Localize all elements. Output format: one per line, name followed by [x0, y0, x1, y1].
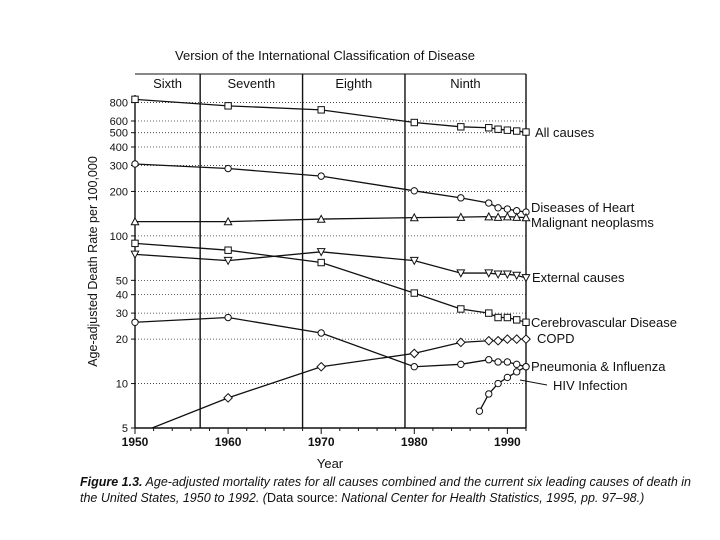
data-point	[494, 337, 502, 345]
series-line	[135, 252, 526, 278]
x-tick-label: 1970	[307, 435, 335, 449]
series-line	[135, 99, 526, 132]
data-point	[495, 126, 501, 132]
data-point	[411, 119, 417, 125]
data-point	[486, 391, 492, 397]
data-point	[495, 205, 501, 211]
y-tick-label: 30	[115, 308, 128, 321]
data-point	[317, 363, 325, 371]
series-label: External causes	[532, 270, 625, 285]
figure-caption	[80, 474, 700, 506]
data-point	[523, 129, 529, 135]
series-label: HIV Infection	[553, 378, 628, 393]
y-tick-label: 20	[115, 334, 128, 347]
caption-text-3: pp. 97–98.)	[581, 491, 645, 505]
data-point	[486, 310, 492, 316]
data-point	[318, 330, 324, 336]
data-point	[132, 161, 138, 167]
data-point	[458, 195, 464, 201]
data-point	[485, 337, 493, 345]
y-tick-label: 10	[115, 378, 128, 391]
data-point	[318, 173, 324, 179]
data-point	[513, 369, 519, 375]
chart-title: Version of the International Classification of Disease	[175, 48, 475, 63]
data-point	[523, 319, 529, 325]
data-point	[513, 317, 519, 323]
data-point	[132, 96, 138, 102]
data-point	[457, 338, 465, 346]
y-tick-label: 300	[109, 160, 128, 173]
revision-label: Eighth	[335, 76, 373, 91]
data-point	[132, 240, 138, 246]
data-point	[225, 103, 231, 109]
data-point	[458, 361, 464, 367]
caption-text-plain: Data source:	[266, 491, 342, 505]
series-label: Pneumonia & Influenza	[531, 359, 666, 374]
x-tick-label: 1990	[494, 435, 521, 449]
y-tick-label: 400	[109, 142, 128, 155]
series-line	[135, 339, 526, 435]
data-point	[513, 128, 519, 134]
data-point	[504, 127, 510, 133]
x-tick-label: 1980	[400, 435, 428, 449]
data-point	[504, 314, 510, 320]
data-point	[318, 107, 324, 113]
data-point	[458, 124, 464, 130]
data-point	[225, 247, 231, 253]
data-point	[512, 335, 520, 343]
series-label: COPD	[537, 331, 575, 346]
series-line	[135, 164, 526, 212]
series-label: Malignant neoplasms	[531, 215, 654, 230]
y-tick-label: 100	[109, 230, 128, 243]
data-point	[411, 290, 417, 296]
data-point	[522, 275, 529, 282]
data-point	[513, 361, 519, 367]
data-point	[495, 380, 501, 386]
x-axis-label: Year	[316, 456, 344, 470]
revision-label: Sixth	[153, 76, 183, 91]
data-point	[458, 306, 464, 312]
y-tick-label: 40	[115, 289, 128, 302]
y-tick-label: 50	[115, 275, 128, 288]
data-point	[486, 125, 492, 131]
data-point	[504, 359, 510, 365]
data-point	[132, 319, 138, 325]
data-point	[225, 165, 231, 171]
data-point	[523, 364, 529, 370]
x-tick-label: 1960	[214, 435, 242, 449]
series-line	[135, 243, 526, 322]
y-tick-label: 500	[109, 127, 128, 140]
data-point	[476, 408, 482, 414]
caption-text-1: Age-adjusted mortality rates for all causes combined and the current six leading causes of death in the United States, 1950 to 1992. (	[80, 475, 691, 505]
revision-label: Seventh	[227, 76, 276, 91]
series-label: Cerebrovascular Disease	[531, 315, 677, 330]
x-tick-label: 1950	[121, 435, 149, 449]
series-label: All causes	[535, 125, 595, 140]
y-tick-label: 800	[109, 97, 128, 110]
data-point	[495, 314, 501, 320]
data-point	[504, 374, 510, 380]
y-tick-label: 5	[121, 423, 128, 435]
series-label: Diseases of Heart	[531, 200, 635, 215]
data-point	[410, 349, 418, 357]
caption-text-2: National Center for Health Statistics, 1995,	[341, 491, 578, 505]
data-point	[225, 314, 231, 320]
figure-label: Figure 1.3.	[80, 475, 143, 489]
data-point	[495, 359, 501, 365]
data-point	[486, 200, 492, 206]
data-point	[503, 335, 511, 343]
y-axis-label: Age-adjusted Death Rate per 100,000	[86, 156, 100, 367]
data-point	[522, 335, 530, 343]
data-point	[224, 394, 232, 402]
data-point	[411, 364, 417, 370]
data-point	[318, 259, 324, 265]
data-point	[504, 206, 510, 212]
hiv-leader-line	[520, 380, 547, 385]
data-point	[486, 357, 492, 363]
data-point	[411, 188, 417, 194]
revision-label: Ninth	[450, 76, 481, 91]
y-tick-label: 200	[109, 186, 128, 199]
series-line	[135, 217, 526, 222]
y-tick-label: 600	[109, 116, 128, 129]
